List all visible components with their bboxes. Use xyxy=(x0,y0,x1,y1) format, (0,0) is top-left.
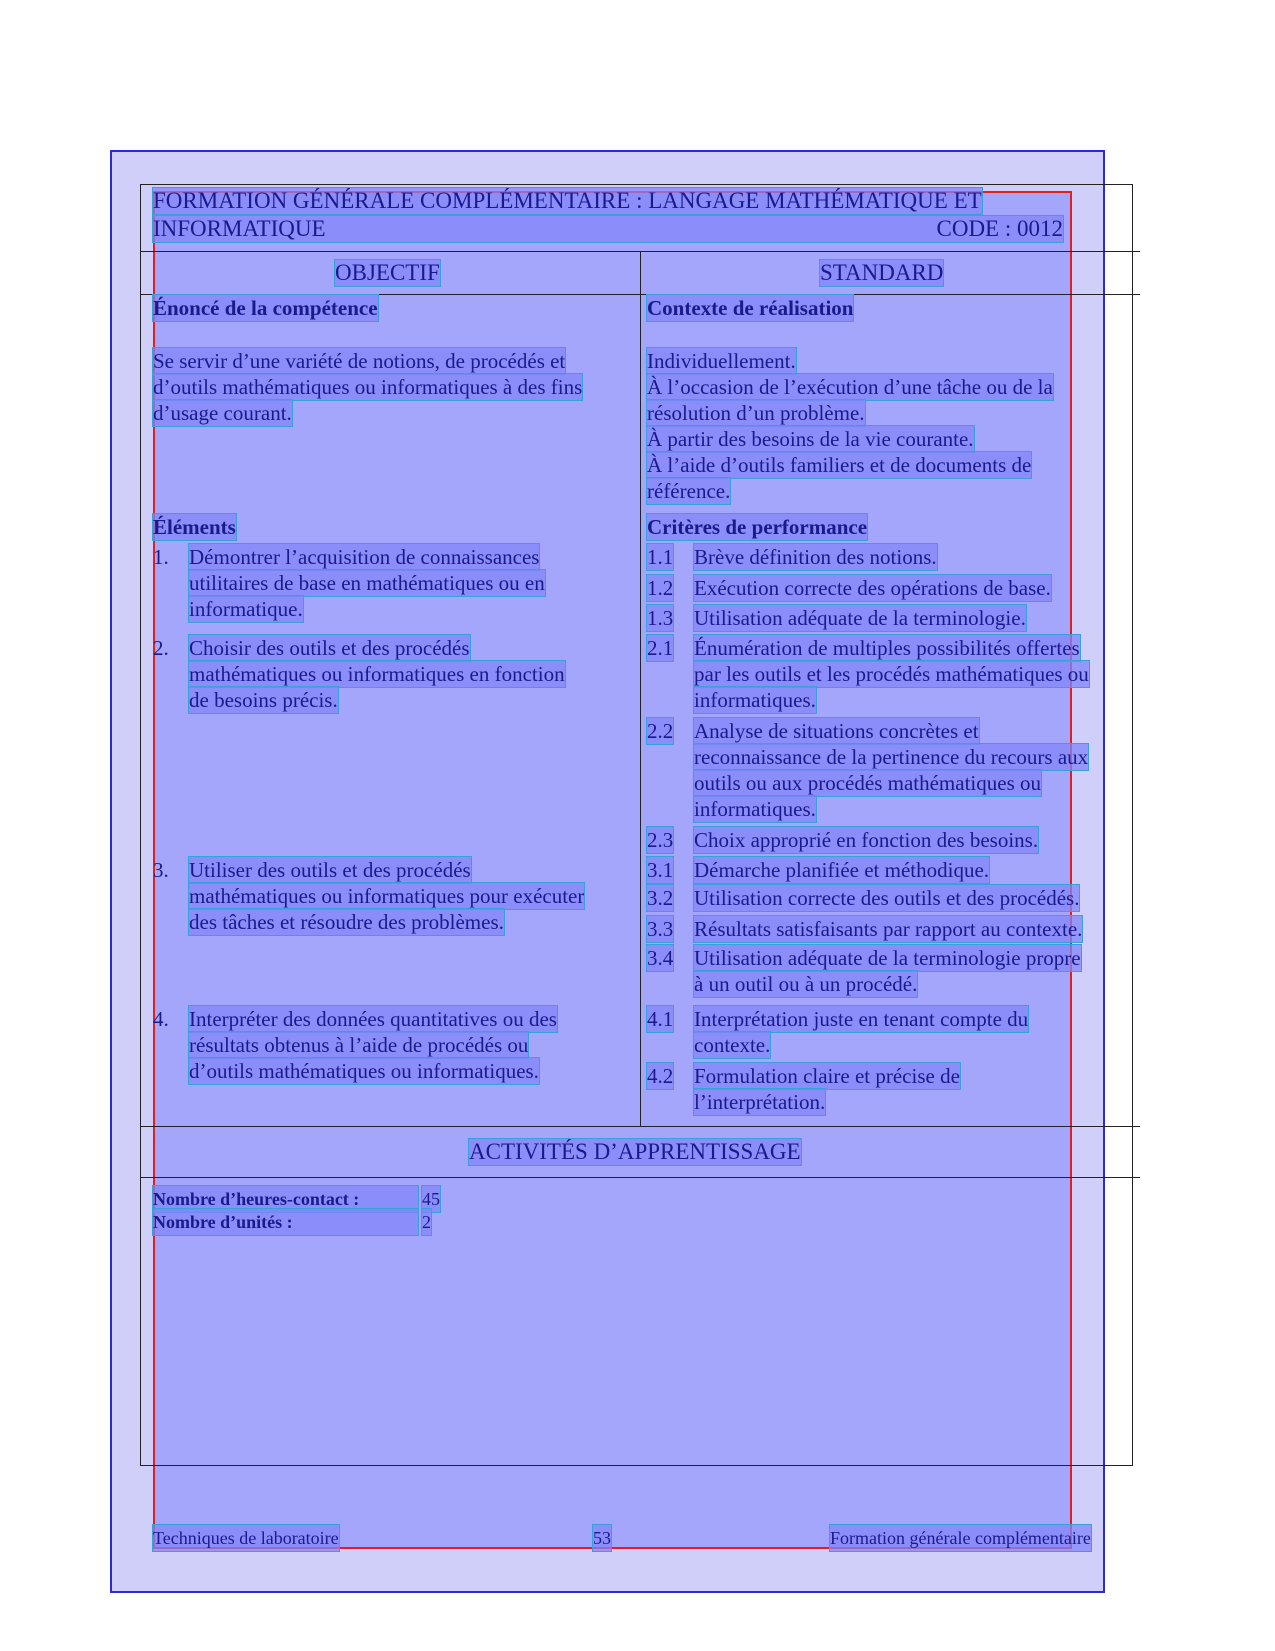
footer-left: Techniques de laboratoire xyxy=(153,1525,339,1551)
heures-contact-value: 45 xyxy=(422,1186,440,1212)
contexte-line: Individuellement. xyxy=(647,349,796,373)
contexte-line: résolution d’un problème. xyxy=(647,401,865,425)
unites-value: 2 xyxy=(422,1209,431,1235)
element-line: mathématiques ou informatiques en fonction xyxy=(189,662,565,686)
critere-line: à un outil ou à un procédé. xyxy=(694,972,918,996)
column-divider xyxy=(640,251,641,1127)
critere-line: outils ou aux procédés mathématiques ou xyxy=(694,771,1042,795)
critere-line: l’interprétation. xyxy=(694,1090,826,1114)
element-number: 4. xyxy=(153,1007,169,1031)
competence-line: Se servir d’une variété de notions, de procédés et xyxy=(153,349,566,373)
critere-line: informatiques. xyxy=(694,797,816,821)
critere-line: Exécution correcte des opérations de base. xyxy=(694,576,1051,600)
critere-number: 3.2 xyxy=(647,886,674,910)
critere-line: Brève définition des notions. xyxy=(694,545,937,569)
course-code: CODE : 0012 xyxy=(936,216,1063,241)
unites-label: Nombre d’unités : xyxy=(153,1209,418,1235)
critere-number: 1.2 xyxy=(647,576,674,600)
critere-line: Interprétation juste en tenant compte du xyxy=(694,1007,1029,1031)
element-line: mathématiques ou informatiques pour exécuter xyxy=(189,884,585,908)
critere-line: Démarche planifiée et méthodique. xyxy=(694,858,990,882)
critere-line: Choix approprié en fonction des besoins. xyxy=(694,828,1039,852)
critere-line: Utilisation adéquate de la terminologie. xyxy=(694,606,1026,630)
footer-right: Formation générale complémentaire xyxy=(830,1525,1091,1551)
activites-heading: ACTIVITÉS D’APPRENTISSAGE xyxy=(469,1139,801,1164)
element-line: Interpréter des données quantitatives ou des xyxy=(189,1007,557,1031)
element-line: résultats obtenus à l’aide de procédés ou xyxy=(189,1033,529,1057)
critere-line: Énumération de multiples possibilités offertes xyxy=(694,636,1080,660)
critere-number: 1.3 xyxy=(647,606,674,630)
critere-line: contexte. xyxy=(694,1033,771,1057)
doc-title-line1: FORMATION GÉNÉRALE COMPLÉMENTAIRE : LANGAGE MATHÉMATIQUE ET xyxy=(153,188,982,213)
element-number: 2. xyxy=(153,636,169,660)
critere-line: Résultats satisfaisants par rapport au contexte. xyxy=(694,917,1083,941)
competence-line: d’outils mathématiques ou informatiques à des fins xyxy=(153,375,583,399)
critere-line: informatiques. xyxy=(694,688,816,712)
element-number: 1. xyxy=(153,545,169,569)
critere-number: 2.1 xyxy=(647,636,674,660)
doc-title-line2-text: INFORMATIQUE xyxy=(153,216,326,241)
element-line: Démontrer l’acquisition de connaissances xyxy=(189,545,540,569)
critere-number: 1.1 xyxy=(647,545,674,569)
competence-line: d’usage courant. xyxy=(153,401,292,425)
element-line: informatique. xyxy=(189,597,303,621)
page-number: 53 xyxy=(593,1525,611,1551)
critere-line: reconnaissance de la pertinence du recours aux xyxy=(694,745,1089,769)
critere-number: 4.2 xyxy=(647,1064,674,1088)
critere-number: 3.1 xyxy=(647,858,674,882)
element-number: 3. xyxy=(153,858,169,882)
critere-number: 3.4 xyxy=(647,946,674,970)
element-line: de besoins précis. xyxy=(189,688,338,712)
element-line: Choisir des outils et des procédés xyxy=(189,636,470,660)
element-line: utilitaires de base en mathématiques ou en xyxy=(189,571,545,595)
critere-line: par les outils et les procédés mathématiques ou xyxy=(694,662,1089,686)
contexte-line: À l’occasion de l’exécution d’une tâche ou de la xyxy=(647,375,1053,399)
critere-number: 2.2 xyxy=(647,719,674,743)
contexte-line: À l’aide d’outils familiers et de documents de xyxy=(647,453,1032,477)
element-line: Utiliser des outils et des procédés xyxy=(189,858,471,882)
competence-heading: Énoncé de la compétence xyxy=(153,296,378,320)
heures-contact-label: Nombre d’heures-contact : xyxy=(153,1186,418,1212)
column-header-objectif: OBJECTIF xyxy=(335,260,440,285)
elements-heading: Éléments xyxy=(153,515,236,539)
criteres-heading: Critères de performance xyxy=(647,515,868,539)
table-divider xyxy=(140,1177,1140,1178)
critere-line: Utilisation correcte des outils et des procédés. xyxy=(694,886,1080,910)
element-line: des tâches et résoudre des problèmes. xyxy=(189,910,504,934)
critere-number: 3.3 xyxy=(647,917,674,941)
critere-line: Analyse de situations concrètes et xyxy=(694,719,979,743)
contexte-line: À partir des besoins de la vie courante. xyxy=(647,427,974,451)
critere-line: Formulation claire et précise de xyxy=(694,1064,960,1088)
critere-number: 2.3 xyxy=(647,828,674,852)
column-header-standard: STANDARD xyxy=(820,260,944,285)
contexte-line: référence. xyxy=(647,479,731,503)
contexte-heading: Contexte de réalisation xyxy=(647,296,854,320)
critere-line: Utilisation adéquate de la terminologie propre xyxy=(694,946,1081,970)
element-line: d’outils mathématiques ou informatiques. xyxy=(189,1059,539,1083)
critere-number: 4.1 xyxy=(647,1007,674,1031)
doc-title-line2 xyxy=(153,216,1063,242)
